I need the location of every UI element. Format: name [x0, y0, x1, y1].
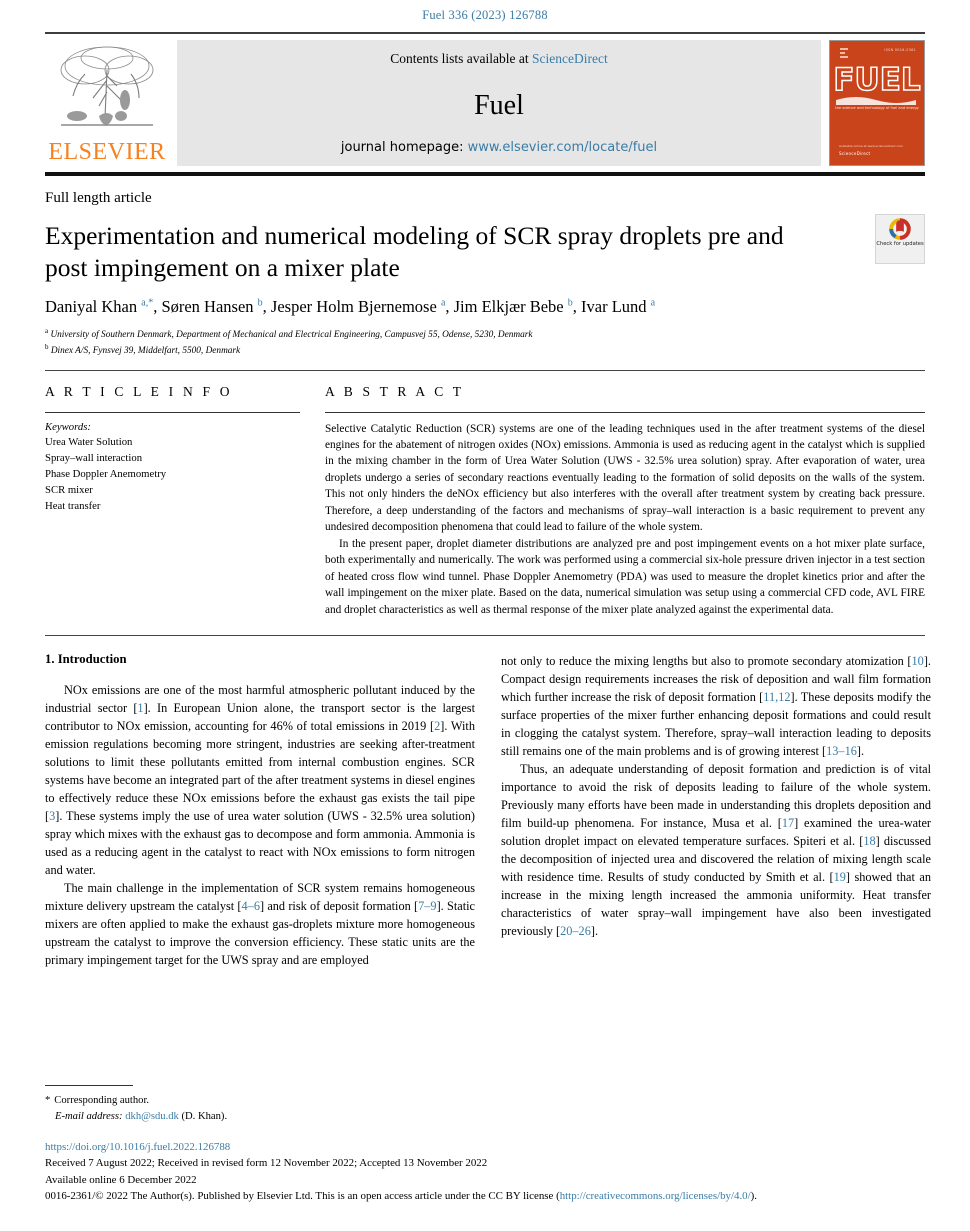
info-abstract-region	[45, 384, 925, 619]
abstract-paragraph: Selective Catalytic Reduction (SCR) systems are one of the leading techniques used in the after treatment systems of the diesel engines for the abatement of nitrogen oxides (NOx) emissions. Ammonia is used as reducing agent in the catalyst which is supplied in the mixing chamber in the form of Urea Water Solution (UWS - 32.5% urea solution) spray. After evaporation of water, urea droplets undergo a series of secondary reactions eventually leading to the formation of solid deposits on the walls of the system. This not only hinders the deNOx efficiency but also interferes with the overall after treatment system by creating back pressure. Therefore, a deep understanding of the factors and mechanisms of spray–wall interaction is a basic requirement to prevent any undesired decomposition phenomena that could lead to failure of the whole system.	[325, 422, 925, 534]
affiliation-text-a: University of Southern Denmark, Department of Mechanical and Electrical Engineering, Campusvej 55, Odense, 5230, Denmark	[50, 329, 533, 340]
footnote-rule	[45, 1085, 133, 1086]
body-paragraph: not only to reduce the mixing lengths but also to promote secondary atomization [10]. Compact design requirements increases the risk of deposition and wall film formation which further increase the risk of deposit formation [11,12]. These deposits modify the surface properties of the mixer further enhancing deposit formations and could result in clogging the catalyst system. Therefore, spray–wall interaction leading to deposits still remains one of the main problems and is of growing interest [13–16].	[501, 654, 931, 759]
page-title: Experimentation and numerical modeling of SCR spray droplets pre and post impingement on a mixer plate	[45, 221, 784, 283]
contents-prefix: Contents lists available at	[390, 51, 529, 66]
email-label: E-mail address:	[55, 1110, 123, 1122]
contents-line	[390, 51, 607, 67]
email-owner: (D. Khan).	[181, 1110, 228, 1122]
article-info-column	[45, 384, 300, 619]
abstract-heading: A B S T R A C T	[325, 383, 465, 399]
doi-link[interactable]: https://doi.org/10.1016/j.fuel.2022.126788	[45, 1140, 231, 1153]
copyright-post: ).	[750, 1190, 758, 1203]
affiliation-mark-b: b	[45, 343, 49, 352]
cover-wave-graphic	[836, 95, 916, 105]
copyright-pre: 0016-2361/© 2022 The Author(s). Published by Elsevier Ltd. This is an open access article under the CC BY license (	[45, 1190, 560, 1203]
elsevier-logo	[45, 40, 169, 166]
corresponding-author-note	[45, 1093, 925, 1109]
keywords-block	[45, 420, 300, 515]
body-paragraph: The main challenge in the implementation of SCR system remains homogeneous mixture delivery upstream the catalyst [4–6] and risk of deposit formation [7–9]. Static mixers are often applied to make the exhaust gas-droplets mixture more homogeneous upstream the catalyst to improve the conversion efficiency. These static units are the primary impingement target for the UWS spray and are employed	[45, 881, 475, 968]
article-info-rule	[45, 412, 300, 413]
header-divider	[45, 370, 925, 371]
author-list: Daniyal Khan $^{a,*}$, Søren Hansen $^b$, Jesper Holm Bjernemose $^a$, Jim Elkjær Bebe $^b$, Ivar Lund $^a$	[45, 297, 656, 317]
sciencedirect-link[interactable]: ScienceDirect	[532, 51, 608, 66]
section-heading-introduction: 1. Introduction	[45, 652, 127, 667]
journal-homepage-line	[341, 140, 657, 155]
available-online: Available online 6 December 2022	[45, 1173, 197, 1186]
affiliation-b	[45, 342, 925, 359]
corresponding-text: Corresponding author.	[54, 1094, 150, 1106]
body-left-column	[45, 652, 475, 969]
journal-title: Fuel	[474, 89, 524, 121]
homepage-prefix: journal homepage:	[340, 140, 464, 155]
abstract-body	[325, 421, 925, 619]
elsevier-wordmark: ELSEVIER	[48, 139, 166, 165]
journal-homepage-link[interactable]: www.elsevier.com/locate/fuel	[467, 140, 658, 155]
affiliation-a	[45, 326, 925, 343]
cover-title: FUEL	[833, 62, 921, 98]
body-columns	[45, 652, 932, 969]
journal-masthead	[45, 32, 925, 166]
title-row	[45, 220, 925, 284]
article-info-heading: A R T I C L E I N F O	[45, 383, 233, 399]
corresponding-marker: *	[45, 1094, 51, 1106]
article-type: Full length article	[45, 190, 152, 206]
page-footer	[45, 1085, 925, 1205]
cover-subtitle: the science and technology of fuel and energy	[835, 106, 919, 110]
cover-elsevier-mark-icon	[839, 47, 849, 61]
journal-banner	[177, 40, 821, 166]
keyword-item: Spray–wall interaction	[45, 452, 143, 465]
body-paragraph: NOx emissions are one of the most harmful atmospheric pollutant induced by the industrial sector [1]. In European Union alone, the transport sector is the largest contributor to NOx emission, accounting for 46% of total emissions in 2019 [2]. With emission regulations becoming more stringent, industries are seeking after-treatment solutions to limit these pollutants emitted from internal combustion engines. SCR systems have become an integrated part of the after treatment systems in diesel engines to effectively reduce these NOx emissions before the exhaust gas exists the tail pipe [3]. These systems imply the use of urea water solution (UWS - 32.5% urea solution) spray which mixes with the exhaust gas to decompose and form ammonia. Ammonia is used as a reducing agent in the catalyst to react with NOx emissions to form nitrogen and water.	[45, 683, 475, 878]
keyword-item: Heat transfer	[45, 499, 101, 512]
abstract-column	[325, 384, 925, 619]
journal-cover-image	[829, 40, 925, 166]
copyright-line	[45, 1188, 925, 1205]
crossmark-icon	[889, 218, 911, 240]
crossmark-badge[interactable]	[875, 214, 925, 264]
affiliation-mark-a: a	[45, 326, 49, 335]
elsevier-tree-icon	[55, 40, 159, 132]
abstract-rule	[325, 412, 925, 413]
email-note	[45, 1109, 925, 1125]
keyword-item: SCR mixer	[45, 483, 93, 496]
received-dates: Received 7 August 2022; Received in revised form 12 November 2022; Accepted 13 November 2022	[45, 1157, 488, 1170]
keyword-item: Urea Water Solution	[45, 436, 133, 449]
affiliation-text-b: Dinex A/S, Fynsvej 39, Middelfart, 5500, Denmark	[50, 346, 241, 357]
body-paragraph: Thus, an adequate understanding of deposit formation and prediction is of vital importance to avoid the risk of deposits leading to failure of the whole system. Previously many efforts have been made in understanding this droplets deposition and film build-up phenomena. For instance, Musa et al. [17] examined the urea-water solution droplet impact on elevated temperature surfaces. Spiteri et al. [18] discussed the decomposition of injected urea and discovered the relation of mixing length scale with residence time. Results of study conducted by Smith et al. [19] showed that an increase in the mixing length increased the ammonia uniformity. Heat transfer characteristics of water spray–wall impingement have also been investigated previously [20–26].	[501, 762, 932, 939]
cover-footnote: Available online at www.sciencedirect.com	[839, 144, 903, 148]
running-head: Fuel 336 (2023) 126788	[422, 8, 548, 22]
email-link[interactable]: dkh@sdu.dk	[125, 1110, 179, 1122]
publication-metadata	[45, 1139, 925, 1205]
cover-brand: ScienceDirect	[839, 151, 871, 156]
cover-issn: ISSN 0016-2361	[884, 48, 916, 52]
body-right-column	[501, 652, 931, 969]
abstract-paragraph: In the present paper, droplet diameter distributions are analyzed pre and post impingement events on a hot mixer plate surface, both experimentally and numerically. The work was performed using a commercial six-hole pressure driven injector in a test section of heated cross flow wind tunnel. Phase Doppler Anemometry (PDA) was used to measure the droplet kinetics prior and after the wall impingement on the mixer plate. Based on the data, numerical simulation was setup using a commercial CFD code, AVL FIRE and droplet characteristics as well as thermal response of the mixer plate analyzed against the experimental data.	[325, 537, 925, 616]
license-link[interactable]: http://creativecommons.org/licenses/by/4.0/	[559, 1190, 751, 1203]
abstract-divider	[45, 635, 925, 636]
keywords-label: Keywords:	[45, 420, 91, 433]
crossmark-label: Check for updates	[876, 241, 924, 247]
keyword-item: Phase Doppler Anemometry	[45, 468, 167, 480]
masthead-divider	[45, 172, 925, 176]
